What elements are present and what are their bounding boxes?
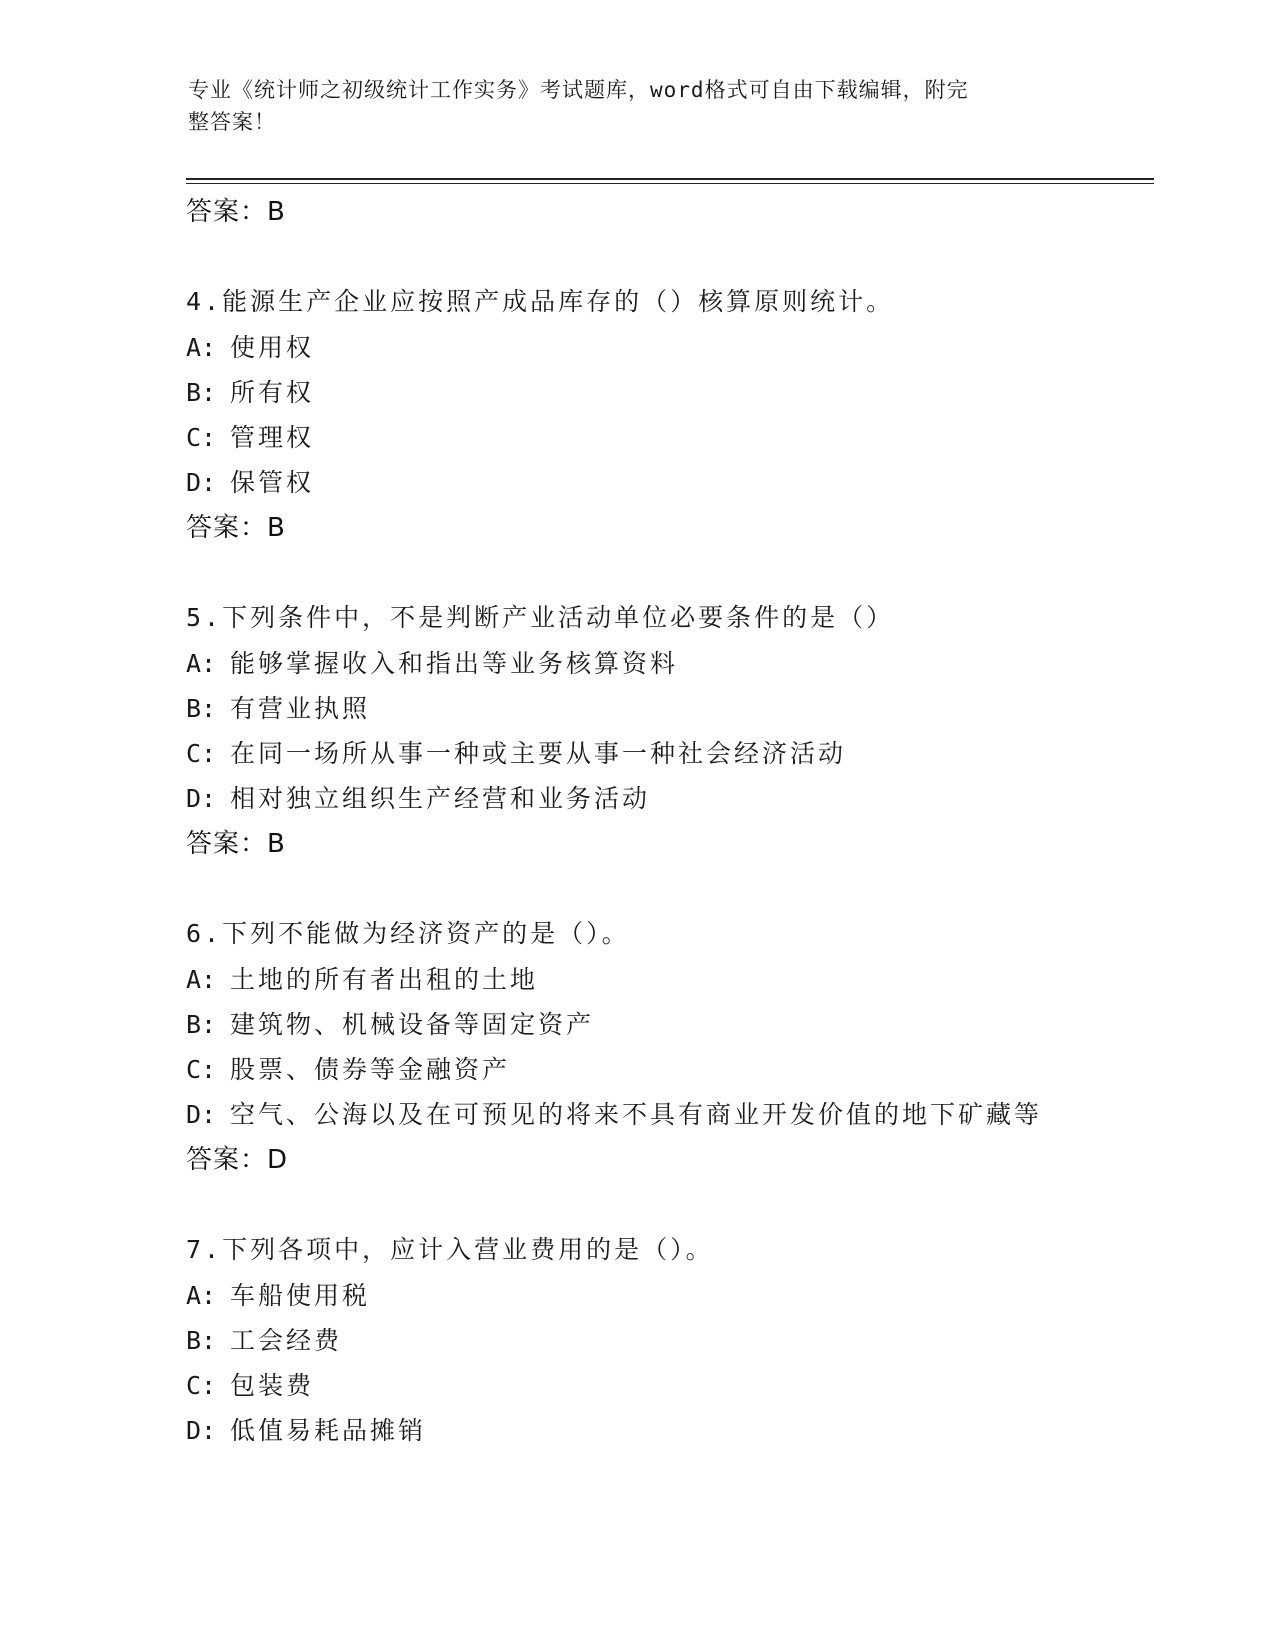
option-d [186, 776, 1146, 821]
option-text: 土地的所有者出租的土地 [230, 965, 539, 994]
question-block [186, 595, 1146, 867]
option-text: 建筑物、机械设备等固定资产 [230, 1010, 595, 1039]
question-stem: 7.下列各项中，应计入营业费用的是（）。 [186, 1235, 714, 1264]
option-a [186, 641, 1146, 686]
question-stem: 6.下列不能做为经济资产的是（）。 [186, 919, 630, 948]
option-b [186, 1002, 1146, 1047]
option-d [186, 1408, 1146, 1453]
option-letter: C: [186, 739, 217, 768]
option-text: 有营业执照 [230, 694, 371, 723]
option-letter: B: [186, 378, 217, 407]
option-c [186, 1363, 1146, 1408]
header-line-2: 整答案！ [188, 110, 276, 134]
option-letter: B: [186, 694, 217, 723]
option-b [186, 686, 1146, 731]
option-text: 能够掌握收入和指出等业务核算资料 [230, 649, 679, 678]
option-text: 低值易耗品摊销 [230, 1416, 427, 1445]
option-letter: A: [186, 649, 217, 678]
option-d [186, 1092, 1146, 1137]
option-text: 车船使用税 [230, 1281, 371, 1310]
answer-line: 答案：B [186, 197, 286, 227]
option-c [186, 415, 1146, 460]
option-b [186, 370, 1146, 415]
question-block [186, 279, 1146, 551]
option-letter: A: [186, 1281, 217, 1310]
option-b [186, 1318, 1146, 1363]
option-letter: D: [186, 784, 217, 813]
question-stem: 5.下列条件中，不是判断产业活动单位必要条件的是（） [186, 603, 895, 632]
header-rule-thin [186, 183, 1154, 184]
option-letter: B: [186, 1326, 217, 1355]
answer-line: 答案：B [186, 513, 286, 543]
option-c [186, 731, 1146, 776]
option-c [186, 1047, 1146, 1092]
option-d [186, 460, 1146, 505]
option-letter: C: [186, 1055, 217, 1084]
option-a [186, 957, 1146, 1002]
option-text: 所有权 [230, 378, 315, 407]
option-text: 工会经费 [230, 1326, 343, 1355]
header-line-1: 专业《统计师之初级统计工作实务》考试题库，word格式可自由下载编辑，附完 [188, 78, 969, 102]
option-text: 在同一场所从事一种或主要从事一种社会经济活动 [230, 739, 847, 768]
option-letter: D: [186, 468, 217, 497]
question-stem: 4.能源生产企业应按照产成品库存的（）核算原则统计。 [186, 287, 895, 316]
question-block [186, 1227, 1146, 1453]
option-text: 空气、公海以及在可预见的将来不具有商业开发价值的地下矿藏等 [230, 1100, 1043, 1129]
option-text: 保管权 [230, 468, 315, 497]
option-letter: D: [186, 1416, 217, 1445]
option-letter: D: [186, 1100, 217, 1129]
question-block [186, 911, 1146, 1183]
option-letter: A: [186, 965, 217, 994]
option-letter: B: [186, 1010, 217, 1039]
option-letter: C: [186, 423, 217, 452]
answer-line: 答案：B [186, 829, 286, 859]
option-text: 股票、债券等金融资产 [230, 1055, 511, 1084]
answer-line: 答案：D [186, 1145, 289, 1175]
header-rule-thick [186, 178, 1154, 180]
question-list [186, 189, 1146, 1453]
option-text: 包装费 [230, 1371, 315, 1400]
option-text: 相对独立组织生产经营和业务活动 [230, 784, 651, 813]
option-text: 使用权 [230, 333, 315, 362]
option-a [186, 1273, 1146, 1318]
option-letter: C: [186, 1371, 217, 1400]
option-a [186, 325, 1146, 370]
option-letter: A: [186, 333, 217, 362]
option-text: 管理权 [230, 423, 315, 452]
document-header [188, 74, 1068, 138]
